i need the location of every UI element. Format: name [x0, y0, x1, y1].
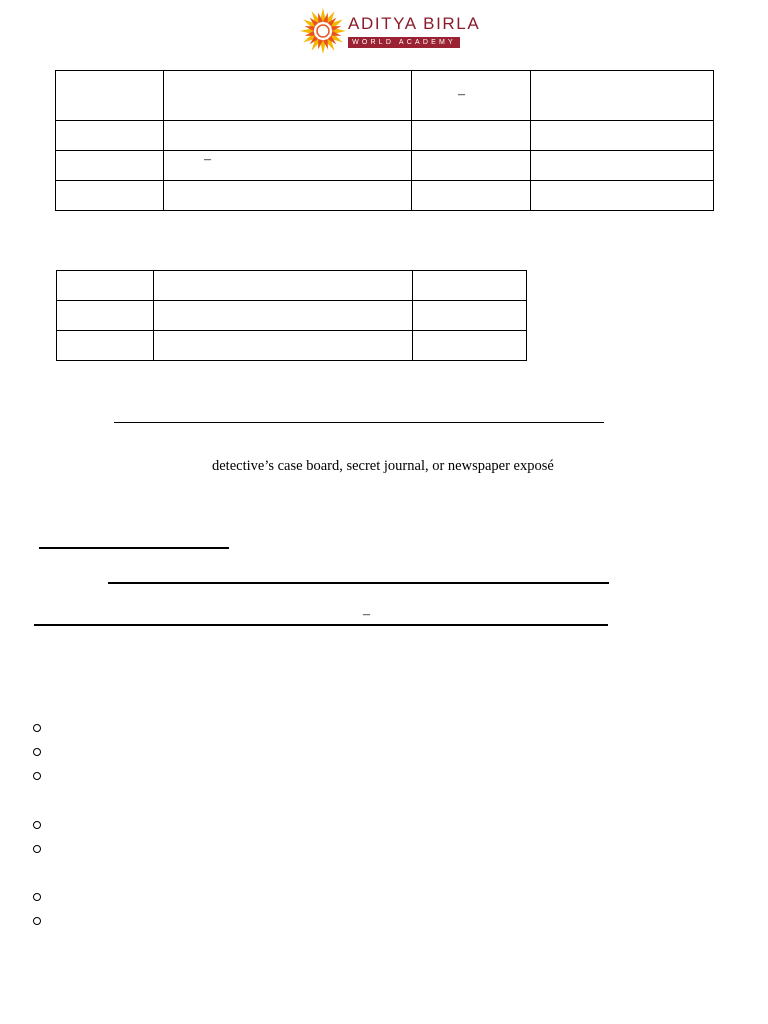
table-cell: [412, 181, 531, 211]
line-dash-mark: –: [363, 607, 370, 622]
section-heading-underline: [39, 547, 229, 549]
logo-subtitle: WORLD ACADEMY: [348, 37, 460, 48]
bullet-icon: [32, 891, 42, 901]
table-row: [57, 331, 527, 361]
bullet-icon: [32, 722, 42, 732]
table-cell: [164, 121, 412, 151]
table-cell: [56, 71, 164, 121]
table-row: [57, 301, 527, 331]
answer-line: [34, 624, 608, 626]
table-cell: [154, 301, 413, 331]
table-cell: [154, 271, 413, 301]
title-underline: [114, 422, 604, 423]
table-cell: [531, 71, 714, 121]
row-dash-mark: –: [204, 152, 211, 167]
table-cell: [57, 301, 154, 331]
table-row: [56, 181, 714, 211]
logo-title: ADITYA BIRLA: [348, 14, 481, 33]
table-cell: [412, 151, 531, 181]
header-dash-mark: –: [458, 87, 465, 102]
bullet-icon: [32, 770, 42, 780]
table-cell: [531, 151, 714, 181]
table-cell: [164, 71, 412, 121]
table-cell: [56, 151, 164, 181]
table-cell: [412, 71, 531, 121]
answer-line: [108, 582, 609, 584]
table-cell: [56, 121, 164, 151]
bullet-icon: [32, 819, 42, 829]
table-row: [57, 271, 527, 301]
table-cell: [531, 121, 714, 151]
table-row: [56, 121, 714, 151]
table-cell: [413, 331, 527, 361]
table-cell: [57, 271, 154, 301]
table-cell: [531, 181, 714, 211]
table-cell: [412, 121, 531, 151]
bullet-icon: [32, 843, 42, 853]
table-cell: [413, 271, 527, 301]
table-cell: [154, 331, 413, 361]
table-row: [56, 151, 714, 181]
table-cell: [56, 181, 164, 211]
details-table-one: [55, 70, 714, 211]
table-header-row: [56, 71, 714, 121]
sunburst-logo-icon: [298, 6, 348, 56]
table-cell: [164, 151, 412, 181]
bullet-icon: [32, 915, 42, 925]
table-cell: [57, 331, 154, 361]
details-table-two: [56, 270, 527, 361]
school-logo: [298, 6, 481, 56]
format-caption: detective’s case board, secret journal, or newspaper exposé: [212, 458, 554, 474]
table-cell: [413, 301, 527, 331]
table-cell: [164, 181, 412, 211]
bullet-icon: [32, 746, 42, 756]
